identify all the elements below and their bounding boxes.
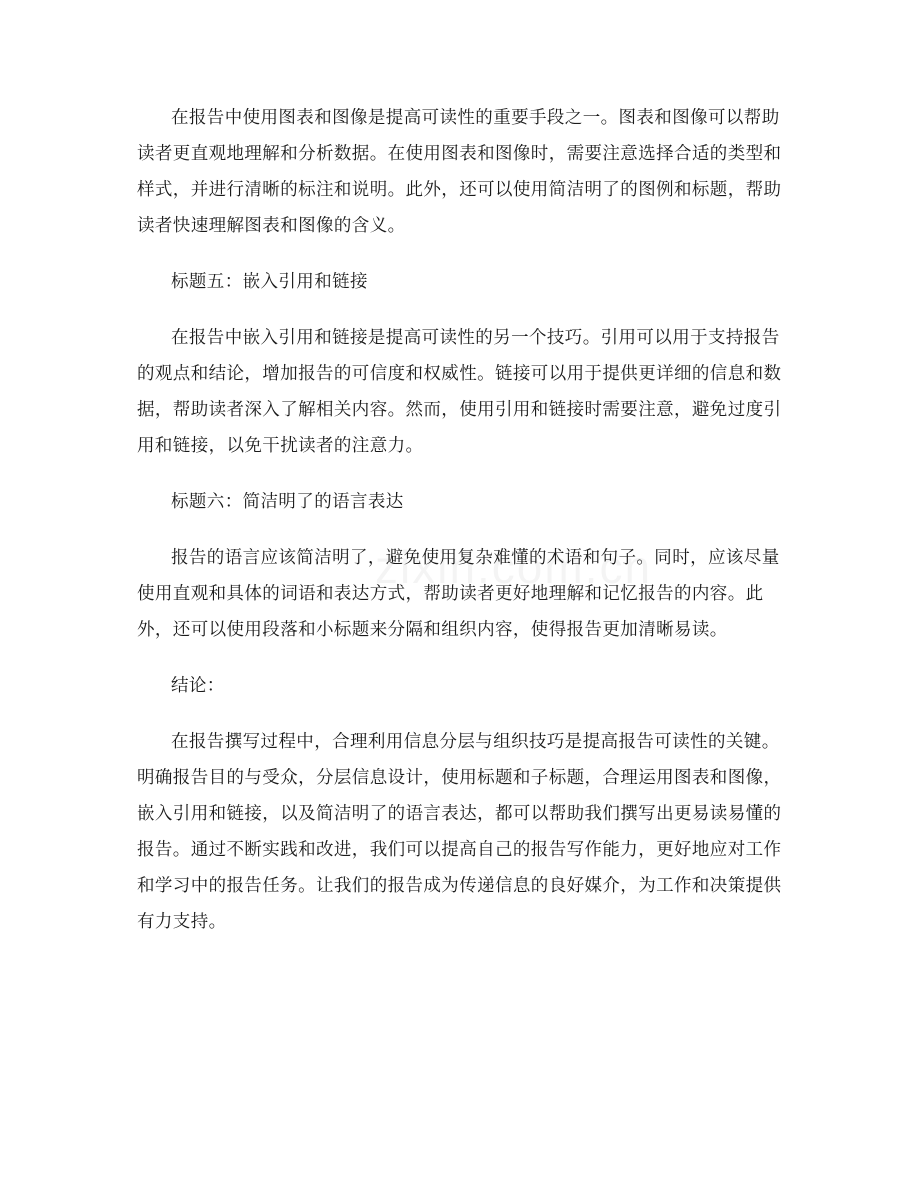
heading-five: 标题五：嵌入引用和链接 xyxy=(171,272,368,292)
paragraph-charts-images: 在报告中使用图表和图像是提高可读性的重要手段之一。图表和图像可以帮助读者更直观地理解和分析数据。在使用图表和图像时，需要注意选择合适的类型和样式，并进行清晰的标注和说明。此外，还可以使用简洁明了的图例和标题，帮助读者快速理解图表和图像的含义。 xyxy=(137,108,782,236)
document-body xyxy=(137,100,785,940)
paragraph-citations-links: 在报告中嵌入引用和链接是提高可读性的另一个技巧。引用可以用于支持报告的观点和结论，增加报告的可信度和权威性。链接可以用于提供更详细的信息和数据，帮助读者深入了解相关内容。然而，使用引用和链接时需要注意，避免过度引用和链接，以免干扰读者的注意力。 xyxy=(137,328,782,456)
paragraph-conclusion: 在报告撰写过程中，合理利用信息分层与组织技巧是提高报告可读性的关键。明确报告目的与受众，分层信息设计，使用标题和子标题，合理运用图表和图像，嵌入引用和链接，以及简洁明了的语言表达，都可以帮助我们撰写出更易读易懂的报告。通过不断实践和改进，我们可以提高自己的报告写作能力，更好地应对工作和学习中的报告任务。让我们的报告成为传递信息的良好媒介，为工作和决策提供有力支持。 xyxy=(137,732,782,932)
heading-conclusion: 结论： xyxy=(171,676,225,696)
heading-six: 标题六：简洁明了的语言表达 xyxy=(171,492,404,512)
paragraph-concise-language: 报告的语言应该简洁明了，避免使用复杂难懂的术语和句子。同时，应该尽量使用直观和具体的词语和表达方式，帮助读者更好地理解和记忆报告的内容。此外，还可以使用段落和小标题来分隔和组织内容，使得报告更加清晰易读。 xyxy=(137,548,780,640)
